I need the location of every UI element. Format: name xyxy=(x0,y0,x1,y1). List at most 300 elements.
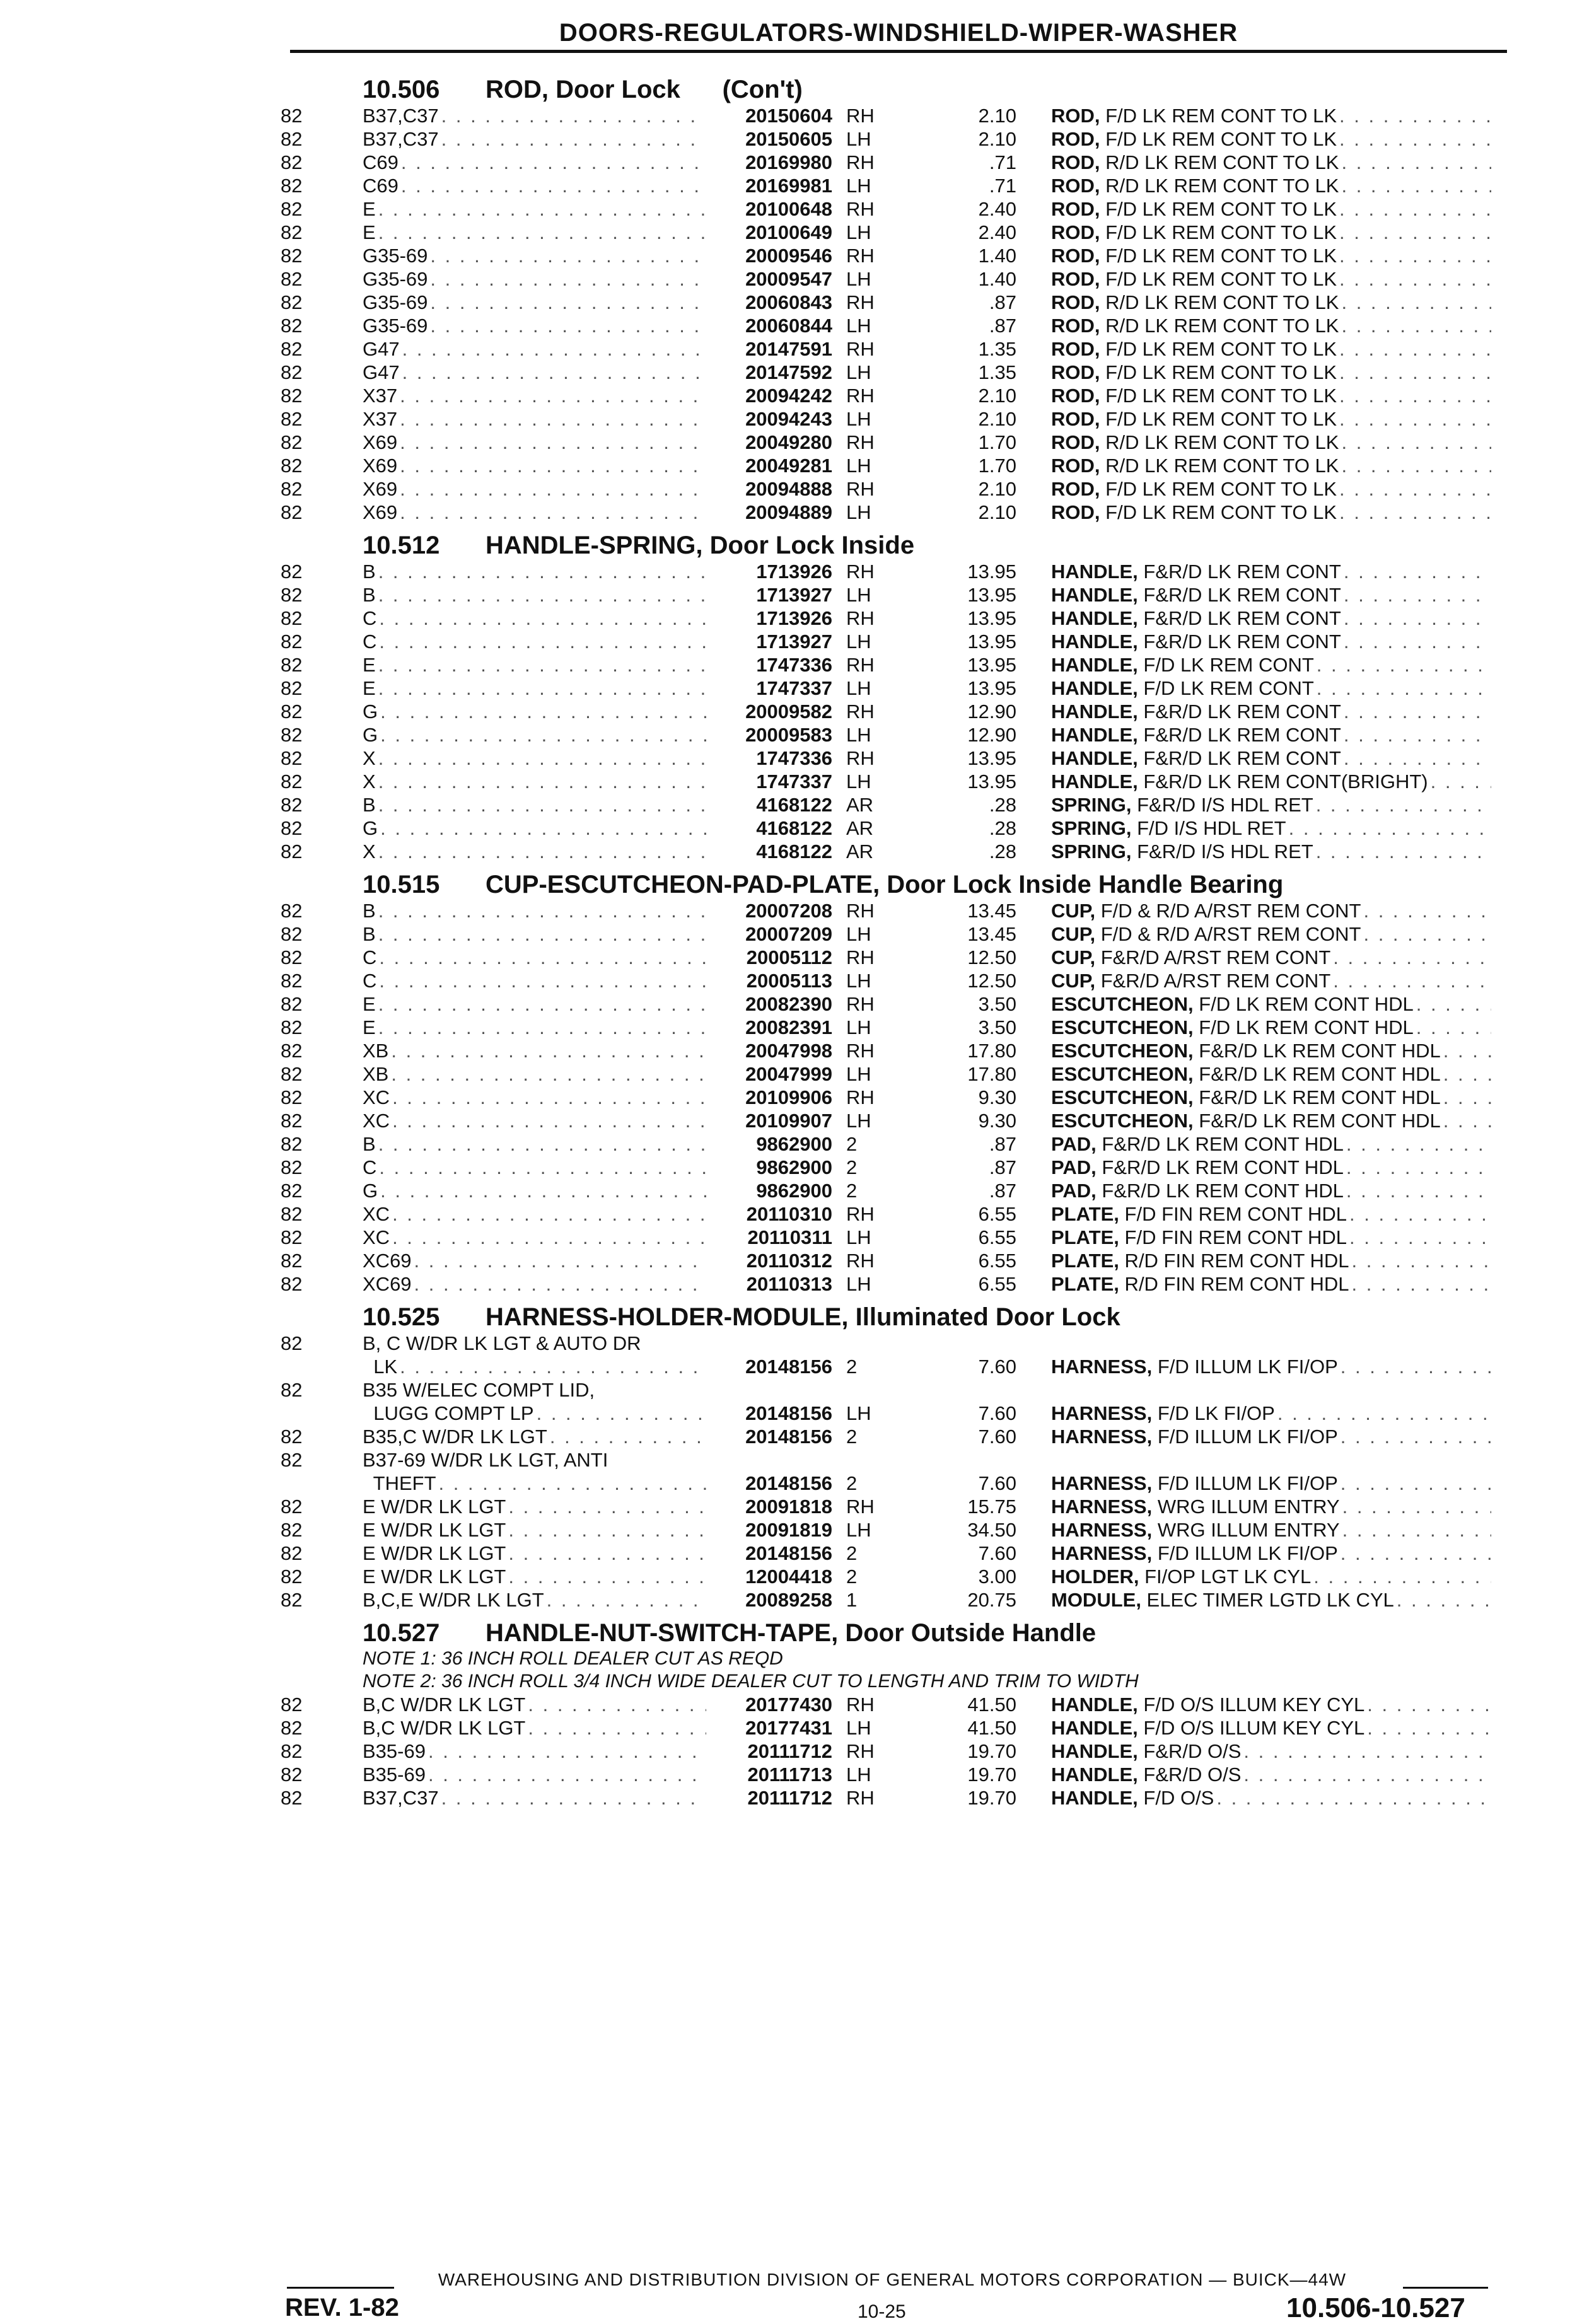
model-cell xyxy=(363,1063,706,1086)
description-detail: F/D LK REM CONT HDL xyxy=(1193,992,1414,1015)
description-detail: F&R/D O/S xyxy=(1137,1740,1242,1762)
model-cell xyxy=(363,1566,706,1588)
part-number: 20005112 xyxy=(746,946,832,968)
model-code: THEFT xyxy=(363,1472,436,1494)
description-keyword: HARNESS, xyxy=(1051,1425,1153,1448)
quantity-side: LH xyxy=(846,1402,871,1424)
section-title: HANDLE-SPRING, Door Lock Inside xyxy=(486,532,915,559)
description xyxy=(1051,501,1491,524)
description-detail: WRG ILLUM ENTRY xyxy=(1152,1495,1340,1518)
description-detail: R/D FIN REM CONT HDL xyxy=(1119,1272,1349,1295)
section-heading xyxy=(281,1296,1491,1332)
model-cell xyxy=(363,128,706,151)
model-code: C69 xyxy=(363,151,398,173)
model-year: 82 xyxy=(281,384,303,407)
leader-dots xyxy=(1344,1180,1491,1202)
quantity-side: LH xyxy=(846,454,871,477)
model-year: 82 xyxy=(281,560,303,583)
model-year: 82 xyxy=(281,700,303,723)
description-keyword: PAD, xyxy=(1051,1179,1097,1202)
model-year: 82 xyxy=(281,1016,303,1038)
parts-row xyxy=(281,1378,1491,1402)
model-cell xyxy=(363,794,706,816)
model-code: G35-69 xyxy=(363,314,428,337)
model-year: 82 xyxy=(281,477,303,500)
model-cell xyxy=(363,338,706,361)
parts-row xyxy=(281,899,1491,922)
part-number: 20009583 xyxy=(745,723,832,746)
model-cell xyxy=(363,1273,706,1296)
model-code: C xyxy=(363,946,377,968)
parts-row xyxy=(281,1086,1491,1109)
model-code: XC69 xyxy=(363,1249,412,1272)
part-number: 1747336 xyxy=(756,653,832,676)
description xyxy=(1051,1086,1491,1109)
model-cell xyxy=(363,840,706,863)
description-detail: F/D ILLUM LK FI/OP xyxy=(1152,1425,1338,1448)
description-keyword: HANDLE, xyxy=(1051,653,1138,676)
model-code: LUGG COMPT LP xyxy=(363,1402,534,1424)
quantity-side: LH xyxy=(846,1062,871,1085)
model-cell xyxy=(363,993,706,1016)
leader-dots xyxy=(1341,700,1491,723)
description-detail: F/D O/S ILLUM KEY CYL xyxy=(1137,1716,1365,1739)
model-year: 82 xyxy=(281,1542,303,1564)
description-detail: F&R/D LK REM CONT xyxy=(1137,723,1341,746)
description-detail: F/D ILLUM LK FI/OP xyxy=(1152,1542,1338,1564)
description-detail: F/D LK REM CONT TO LK xyxy=(1100,267,1337,290)
leader-dots xyxy=(525,1694,706,1716)
leader-dots xyxy=(1330,970,1491,992)
model-code: E xyxy=(363,221,376,243)
model-year: 82 xyxy=(281,1693,303,1716)
description-detail: F/D & R/D A/RST REM CONT xyxy=(1095,922,1361,945)
leader-dots xyxy=(1344,1133,1491,1156)
model-cell xyxy=(363,455,706,477)
model-code: X37 xyxy=(363,384,398,407)
description-detail: F&R/D LK REM CONT xyxy=(1137,630,1341,653)
description-detail: F&R/D LK REM CONT HDL xyxy=(1193,1062,1441,1085)
model-code: XC xyxy=(363,1202,390,1225)
model-year: 82 xyxy=(281,174,303,197)
leader-dots xyxy=(398,175,706,197)
description-keyword: ESCUTCHEON, xyxy=(1051,1109,1194,1132)
model-code: LK xyxy=(363,1355,398,1378)
quantity-side: AR xyxy=(846,793,874,816)
quantity-side: LH xyxy=(846,267,871,290)
model-cell xyxy=(363,1156,706,1179)
parts-row xyxy=(281,840,1491,863)
description-keyword: SPRING, xyxy=(1051,793,1132,816)
parts-row xyxy=(281,1495,1491,1518)
description-detail: F/D LK REM CONT TO LK xyxy=(1100,477,1337,500)
section-title: HARNESS-HOLDER-MODULE, Illuminated Door Lock xyxy=(486,1303,1120,1331)
leader-dots xyxy=(1337,198,1491,221)
quantity-side: LH xyxy=(846,723,871,746)
price: 13.95 xyxy=(967,583,1016,606)
parts-row xyxy=(281,1355,1491,1378)
model-year: 82 xyxy=(281,127,303,150)
model-year: 82 xyxy=(281,337,303,360)
quantity-side: 2 xyxy=(846,1472,858,1494)
parts-row xyxy=(281,477,1491,501)
price: .87 xyxy=(989,1132,1016,1155)
model-year: 82 xyxy=(281,1109,303,1132)
quantity-side: LH xyxy=(846,174,871,197)
model-code: B35,C W/DR LK LGT xyxy=(363,1425,547,1448)
part-number: 20089258 xyxy=(745,1588,832,1611)
parts-row xyxy=(281,630,1491,653)
leader-dots xyxy=(1441,1063,1491,1086)
model-year: 82 xyxy=(281,1763,303,1786)
model-cell xyxy=(363,151,706,174)
description-detail: F/D LK REM CONT TO LK xyxy=(1100,104,1337,127)
description xyxy=(1051,607,1491,630)
model-code: G xyxy=(363,816,378,839)
model-cell xyxy=(363,561,706,583)
leader-dots xyxy=(428,291,706,314)
model-code: E xyxy=(363,992,376,1015)
quantity-side: RH xyxy=(846,1495,875,1518)
quantity-side: LH xyxy=(846,1109,871,1132)
parts-row xyxy=(281,747,1491,770)
quantity-side: LH xyxy=(846,677,871,699)
leader-dots xyxy=(412,1273,706,1296)
parts-row xyxy=(281,1565,1491,1588)
price: .87 xyxy=(989,314,1016,337)
parts-row xyxy=(281,1542,1491,1565)
model-cell xyxy=(363,1250,706,1272)
model-year: 82 xyxy=(281,244,303,267)
description xyxy=(1051,794,1491,816)
description xyxy=(1051,630,1491,653)
model-code: E W/DR LK LGT xyxy=(363,1542,506,1564)
model-cell xyxy=(363,175,706,197)
leader-dots xyxy=(412,1250,706,1272)
model-cell xyxy=(363,677,706,700)
part-number: 1747336 xyxy=(756,747,832,769)
leader-dots xyxy=(1330,946,1491,969)
quantity-side: RH xyxy=(846,1740,875,1762)
description xyxy=(1051,1402,1491,1425)
model-year: 82 xyxy=(281,770,303,793)
model-year: 82 xyxy=(281,197,303,220)
description-detail: F&R/D LK REM CONT HDL xyxy=(1193,1109,1441,1132)
part-number: 1713927 xyxy=(756,583,832,606)
quantity-side: RH xyxy=(846,1086,875,1108)
part-number: 20060844 xyxy=(745,314,832,337)
model-code: B37,C37 xyxy=(363,104,439,127)
description xyxy=(1051,1133,1491,1156)
part-number: 1713926 xyxy=(756,607,832,629)
leader-dots xyxy=(400,361,706,384)
parts-row xyxy=(281,969,1491,992)
part-number: 1713927 xyxy=(756,630,832,653)
quantity-side: RH xyxy=(846,747,875,769)
model-cell xyxy=(363,1542,706,1565)
part-number: 4168122 xyxy=(756,816,832,839)
model-cell xyxy=(363,817,706,840)
leader-dots xyxy=(378,817,706,840)
leader-dots xyxy=(1341,747,1491,770)
model-year: 82 xyxy=(281,1740,303,1762)
part-number: 9862900 xyxy=(756,1156,832,1178)
description-keyword: PAD, xyxy=(1051,1132,1097,1155)
description xyxy=(1051,1519,1491,1542)
parts-row xyxy=(281,314,1491,337)
description-keyword: ROD, xyxy=(1051,151,1100,173)
description xyxy=(1051,361,1491,384)
parts-row xyxy=(281,174,1491,197)
model-code: XC xyxy=(363,1226,390,1248)
model-code: XC69 xyxy=(363,1272,412,1295)
leader-dots xyxy=(388,1040,706,1062)
description xyxy=(1051,105,1491,127)
price: 2.10 xyxy=(978,104,1016,127)
model-cell xyxy=(363,501,706,524)
description xyxy=(1051,1180,1491,1202)
description-keyword: HARNESS, xyxy=(1051,1518,1153,1541)
quantity-side: RH xyxy=(846,607,875,629)
model-code: B,C W/DR LK LGT xyxy=(363,1716,526,1739)
parts-row xyxy=(281,244,1491,267)
leader-dots xyxy=(1241,1740,1491,1763)
part-number: 20094889 xyxy=(745,501,832,523)
description-keyword: ROD, xyxy=(1051,267,1100,290)
model-code: X69 xyxy=(363,454,398,477)
leader-dots xyxy=(397,1356,706,1378)
description-keyword: ROD, xyxy=(1051,361,1100,383)
description-detail: F&R/D A/RST REM CONT xyxy=(1095,969,1331,992)
description xyxy=(1051,946,1491,969)
model-code: G xyxy=(363,723,378,746)
description xyxy=(1051,1040,1491,1062)
part-number: 20169980 xyxy=(745,151,832,173)
page-title: DOORS-REGULATORS-WINDSHIELD-WIPER-WASHER xyxy=(290,19,1507,53)
part-number: 20094888 xyxy=(745,477,832,500)
quantity-side: LH xyxy=(846,501,871,523)
model-code: XB xyxy=(363,1039,389,1062)
description-keyword: HANDLE, xyxy=(1051,747,1138,769)
description-detail: F/D LK REM CONT xyxy=(1137,653,1314,676)
leader-dots xyxy=(1339,291,1491,314)
quantity-side: RH xyxy=(846,244,875,267)
parts-row xyxy=(281,104,1491,127)
part-number: 20110310 xyxy=(746,1202,832,1225)
part-number: 20169981 xyxy=(745,174,832,197)
leader-dots xyxy=(1286,817,1491,840)
price: 2.40 xyxy=(978,197,1016,220)
price: 17.80 xyxy=(967,1062,1016,1085)
leader-dots xyxy=(1441,1086,1491,1109)
description-keyword: PLATE, xyxy=(1051,1226,1119,1248)
quantity-side: RH xyxy=(846,1249,875,1272)
model-cell xyxy=(363,770,706,793)
leader-dots xyxy=(1347,1203,1491,1226)
quantity-side: RH xyxy=(846,477,875,500)
model-cell xyxy=(363,315,706,337)
model-code: C xyxy=(363,1156,377,1178)
leader-dots xyxy=(390,1110,706,1132)
quantity-side: LH xyxy=(846,969,871,992)
parts-row xyxy=(281,431,1491,454)
leader-dots xyxy=(1361,923,1491,946)
description-keyword: HARNESS, xyxy=(1051,1472,1153,1494)
quantity-side: 2 xyxy=(846,1355,858,1378)
description-keyword: CUP, xyxy=(1051,922,1096,945)
section-number: 10.506 xyxy=(363,76,440,103)
description xyxy=(1051,245,1491,267)
model-year: 82 xyxy=(281,361,303,383)
parts-row xyxy=(281,1448,1491,1472)
description-detail: F&R/D LK REM CONT HDL xyxy=(1096,1156,1344,1178)
description xyxy=(1051,1110,1491,1132)
description-keyword: SPRING, xyxy=(1051,840,1132,863)
parts-row xyxy=(281,1763,1491,1786)
part-number: 20094242 xyxy=(745,384,832,407)
model-year: 82 xyxy=(281,1272,303,1295)
model-cell xyxy=(363,700,706,723)
leader-dots xyxy=(1441,1040,1491,1062)
model-code: B35-69 xyxy=(363,1763,426,1786)
price: 6.55 xyxy=(978,1202,1016,1225)
model-cell xyxy=(363,1694,706,1716)
price: 13.45 xyxy=(967,899,1016,922)
description-keyword: CUP, xyxy=(1051,969,1096,992)
description xyxy=(1051,1356,1491,1378)
price: 19.70 xyxy=(967,1786,1016,1809)
price: 2.10 xyxy=(978,501,1016,523)
description xyxy=(1051,1063,1491,1086)
model-year: 82 xyxy=(281,1086,303,1108)
leader-dots xyxy=(1341,630,1491,653)
parts-row xyxy=(281,197,1491,221)
model-year: 82 xyxy=(281,454,303,477)
leader-dots xyxy=(1339,151,1491,174)
leader-dots xyxy=(1339,315,1491,337)
description-keyword: SPRING, xyxy=(1051,816,1132,839)
model-year: 82 xyxy=(281,816,303,839)
price: .28 xyxy=(989,793,1016,816)
quantity-side: 1 xyxy=(846,1588,858,1611)
leader-dots xyxy=(1341,607,1491,630)
description xyxy=(1051,1250,1491,1272)
model-cell xyxy=(363,584,706,607)
price: 1.35 xyxy=(978,337,1016,360)
price: 13.45 xyxy=(967,922,1016,945)
parts-row xyxy=(281,454,1491,477)
leader-dots xyxy=(390,1203,706,1226)
description xyxy=(1051,221,1491,244)
leader-dots xyxy=(397,431,706,454)
description-detail: F&R/D LK REM CONT xyxy=(1137,560,1341,583)
model-cell xyxy=(363,1426,706,1448)
description-keyword: HANDLE, xyxy=(1051,583,1138,606)
parts-row xyxy=(281,1472,1491,1495)
quantity-side: AR xyxy=(846,840,874,863)
description-keyword: HARNESS, xyxy=(1051,1402,1153,1424)
price: .87 xyxy=(989,1179,1016,1202)
leader-dots xyxy=(376,970,706,992)
price: 13.95 xyxy=(967,607,1016,629)
part-number: 20111712 xyxy=(747,1740,832,1762)
quantity-side: LH xyxy=(846,1226,871,1248)
price: 13.95 xyxy=(967,770,1016,793)
part-number: 20100649 xyxy=(745,221,832,243)
price: 13.95 xyxy=(967,747,1016,769)
price: 9.30 xyxy=(978,1109,1016,1132)
description-keyword: ROD, xyxy=(1051,454,1100,477)
leader-dots xyxy=(428,245,706,267)
model-code: E W/DR LK LGT xyxy=(363,1565,506,1588)
leader-dots xyxy=(1414,993,1491,1016)
description xyxy=(1051,900,1491,922)
description-detail: F&R/D LK REM CONT HDL xyxy=(1096,1132,1344,1155)
model-cell xyxy=(363,923,706,946)
leader-dots xyxy=(1341,724,1491,747)
quantity-side: RH xyxy=(846,384,875,407)
price: 19.70 xyxy=(967,1763,1016,1786)
description xyxy=(1051,1426,1491,1448)
leader-dots xyxy=(1361,900,1491,922)
leader-dots xyxy=(1314,677,1491,700)
part-number: 20100648 xyxy=(745,197,832,220)
model-year: 82 xyxy=(281,1518,303,1541)
model-code: X69 xyxy=(363,501,398,523)
parts-row xyxy=(281,1425,1491,1448)
price: .87 xyxy=(989,1156,1016,1178)
price: 12.50 xyxy=(967,969,1016,992)
parts-row xyxy=(281,1132,1491,1156)
leader-dots xyxy=(397,408,706,431)
leader-dots xyxy=(1311,1566,1491,1588)
description-keyword: HANDLE, xyxy=(1051,770,1138,793)
part-number: 20005113 xyxy=(746,969,832,992)
model-cell xyxy=(363,1496,706,1518)
model-year: 82 xyxy=(281,747,303,769)
model-code: XC xyxy=(363,1086,390,1108)
quantity-side: RH xyxy=(846,1202,875,1225)
leader-dots xyxy=(376,561,706,583)
model-cell xyxy=(363,1717,706,1740)
price: 34.50 xyxy=(967,1518,1016,1541)
leader-dots xyxy=(534,1402,706,1425)
description-keyword: ROD, xyxy=(1051,221,1100,243)
description xyxy=(1051,561,1491,583)
section-title: CUP-ESCUTCHEON-PAD-PLATE, Door Lock Inside Handle Bearing xyxy=(486,871,1284,898)
leader-dots xyxy=(376,607,706,630)
leader-dots xyxy=(1313,794,1491,816)
model-code: B35-69 xyxy=(363,1740,426,1762)
model-code: G47 xyxy=(363,337,400,360)
parts-row xyxy=(281,1039,1491,1062)
leader-dots xyxy=(397,385,706,407)
part-number: 4168122 xyxy=(756,840,832,863)
leader-dots xyxy=(397,478,706,501)
price: 2.10 xyxy=(978,127,1016,150)
model-code: B xyxy=(363,560,376,583)
model-cell xyxy=(363,408,706,431)
description-detail: R/D LK REM CONT TO LK xyxy=(1100,174,1339,197)
model-code: E W/DR LK LGT xyxy=(363,1518,506,1541)
leader-dots xyxy=(1214,1787,1491,1810)
model-year: 82 xyxy=(281,630,303,653)
model-year: 82 xyxy=(281,1448,303,1471)
description xyxy=(1051,1740,1491,1763)
leader-dots xyxy=(506,1566,706,1588)
quantity-side: LH xyxy=(846,1016,871,1038)
quantity-side: 2 xyxy=(846,1542,858,1564)
